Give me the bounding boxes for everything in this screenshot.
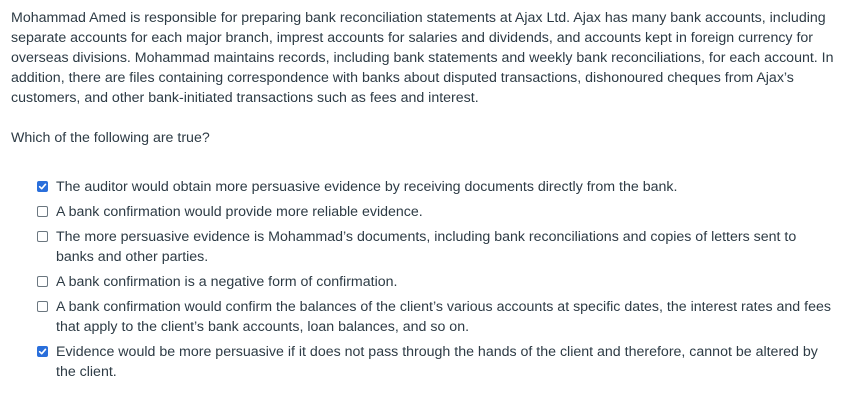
checkbox-option-5[interactable]: [37, 301, 48, 312]
answer-option-6[interactable]: [11, 342, 857, 382]
answer-option-3-label: The more persuasive evidence is Mohammad’s documents, including bank reconciliations and copies of letters sent to banks and other parties.: [56, 229, 797, 265]
answer-option-4-label: A bank confirmation is a negative form of confirmation.: [56, 274, 398, 290]
answer-option-6-label: Evidence would be more persuasive if it does not pass through the hands of the client and therefore, cannot be altered by the client.: [56, 344, 818, 380]
answer-option-4[interactable]: [11, 272, 857, 292]
checkbox-option-6[interactable]: [37, 346, 48, 357]
checkmark-icon: [38, 347, 47, 356]
answer-option-5-label: A bank confirmation would confirm the balances of the client’s various accounts at specific dates, the interest rates and fees that apply to the client’s bank accounts, loan balances, and so on.: [56, 299, 831, 335]
question-card: [11, 8, 857, 387]
answer-list: [11, 177, 857, 382]
checkbox-option-2[interactable]: [37, 206, 48, 217]
checkmark-icon: [38, 182, 47, 191]
checkbox-option-3[interactable]: [37, 231, 48, 242]
checkbox-option-4[interactable]: [37, 276, 48, 287]
checkbox-option-1[interactable]: [37, 181, 48, 192]
answer-option-1[interactable]: [11, 177, 857, 197]
question-prompt: Which of the following are true?: [11, 130, 210, 146]
answer-option-3[interactable]: [11, 227, 857, 267]
answer-option-2-label: A bank confirmation would provide more reliable evidence.: [56, 204, 423, 220]
answer-option-2[interactable]: [11, 202, 857, 222]
answer-option-1-label: The auditor would obtain more persuasive evidence by receiving documents directly from the bank.: [56, 179, 678, 195]
answer-option-5[interactable]: [11, 297, 857, 337]
question-stem: Mohammad Amed is responsible for preparing bank reconciliation statements at Ajax Ltd. Ajax has many bank accounts, including separate accounts for each major branch, imprest accounts for salaries and dividends, and accounts kept in foreign currency for overseas divisions. Mohammad maintains records, including bank statements and weekly bank reconciliations, for each account. In addition, there are files containing correspondence with banks about disputed transactions, dishonoured cheques from Ajax’s customers, and other bank-initiated transactions such as fees and interest.: [11, 10, 834, 106]
